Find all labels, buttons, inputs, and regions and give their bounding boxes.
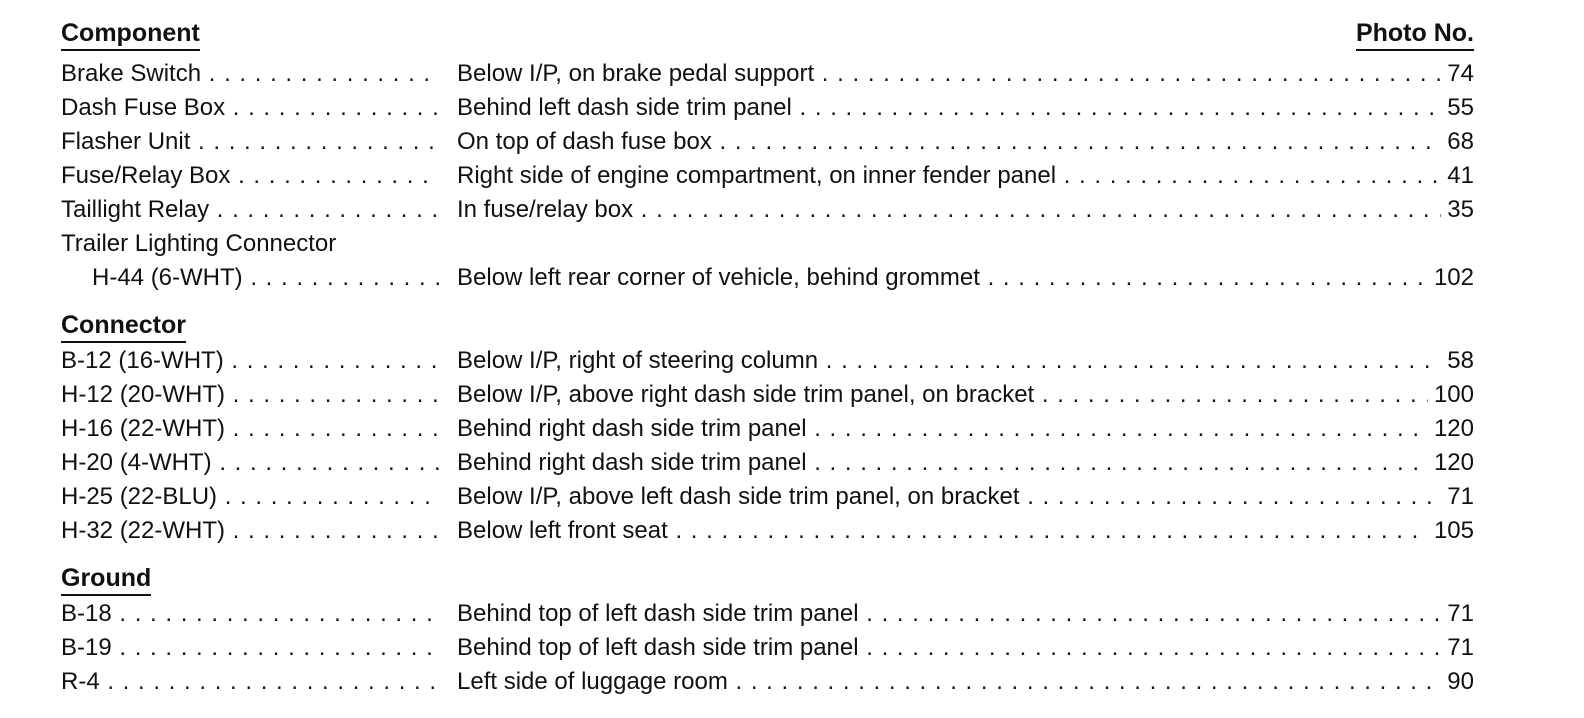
connector-location: Below I/P, above left dash side trim panel, on bracket . . . bbox=[457, 480, 1474, 514]
table-row bbox=[61, 125, 1474, 159]
table-row bbox=[61, 227, 1474, 261]
component-name: Trailer Lighting Connector bbox=[61, 230, 337, 257]
photo-number: 71 bbox=[1441, 480, 1474, 514]
connector-name: H-32 (22-WHT) . . . bbox=[61, 514, 439, 548]
component-location: Behind left dash side trim panel . . . bbox=[457, 91, 1474, 125]
ground-location: Left side of luggage room . . . bbox=[457, 665, 1474, 699]
table-row bbox=[61, 159, 1474, 193]
component-name: Brake Switch . . . bbox=[61, 57, 439, 91]
component-name: Flasher Unit . . . bbox=[61, 125, 439, 159]
photo-number: 105 bbox=[1428, 514, 1474, 548]
photo-number: 74 bbox=[1441, 57, 1474, 91]
connector-location: Below left front seat . . . bbox=[457, 514, 1474, 548]
photo-number: 71 bbox=[1441, 631, 1474, 665]
table-row bbox=[61, 514, 1474, 548]
table-row bbox=[61, 378, 1474, 412]
photo-number: 35 bbox=[1441, 193, 1474, 227]
component-location: Below I/P, on brake pedal support . . . bbox=[457, 57, 1474, 91]
component-location: Right side of engine compartment, on inner fender panel . . . bbox=[457, 159, 1474, 193]
photo-number: 41 bbox=[1441, 159, 1474, 193]
connector-name: H-12 (20-WHT) . . . bbox=[61, 378, 439, 412]
table-row bbox=[61, 665, 1474, 699]
ground-name: B-19 . . . bbox=[61, 631, 439, 665]
photo-number: 100 bbox=[1428, 378, 1474, 412]
table-row bbox=[61, 446, 1474, 480]
component-location: In fuse/relay box . . . bbox=[457, 193, 1474, 227]
component-name: Dash Fuse Box . . . bbox=[61, 91, 439, 125]
table-row bbox=[61, 412, 1474, 446]
photo-no-column-header: Photo No. bbox=[1356, 18, 1474, 51]
table-row bbox=[61, 57, 1474, 91]
photo-number: 58 bbox=[1441, 344, 1474, 378]
photo-number: 90 bbox=[1441, 665, 1474, 699]
connector-name: H-20 (4-WHT) . . . bbox=[61, 446, 439, 480]
connector-name: H-25 (22-BLU) . . . bbox=[61, 480, 439, 514]
connector-section-title: Connector bbox=[61, 310, 186, 343]
connector-location: Below I/P, right of steering column . . . bbox=[457, 344, 1474, 378]
component-name: H-44 (6-WHT) . . . bbox=[61, 261, 439, 295]
component-name: Taillight Relay . . . bbox=[61, 193, 439, 227]
photo-number: 71 bbox=[1441, 597, 1474, 631]
connector-name: H-16 (22-WHT) . . . bbox=[61, 412, 439, 446]
photo-number: 120 bbox=[1428, 446, 1474, 480]
table-row bbox=[61, 261, 1474, 295]
photo-number: 68 bbox=[1441, 125, 1474, 159]
photo-number: 120 bbox=[1428, 412, 1474, 446]
table-row bbox=[61, 91, 1474, 125]
connector-location: Behind right dash side trim panel . . . bbox=[457, 412, 1474, 446]
connector-name: B-12 (16-WHT) . . . bbox=[61, 344, 439, 378]
table-row bbox=[61, 631, 1474, 665]
ground-section-title: Ground bbox=[61, 563, 151, 596]
table-row bbox=[61, 597, 1474, 631]
photo-number: 102 bbox=[1428, 261, 1474, 295]
component-name: Fuse/Relay Box . . . bbox=[61, 159, 439, 193]
ground-name: R-4 . . . bbox=[61, 665, 439, 699]
photo-number: 55 bbox=[1441, 91, 1474, 125]
component-location: On top of dash fuse box . . . bbox=[457, 125, 1474, 159]
connector-location: Behind right dash side trim panel . . . bbox=[457, 446, 1474, 480]
table-row bbox=[61, 344, 1474, 378]
component-column-header: Component bbox=[61, 18, 200, 51]
ground-location: Behind top of left dash side trim panel . . . bbox=[457, 597, 1474, 631]
ground-location: Behind top of left dash side trim panel . . . bbox=[457, 631, 1474, 665]
ground-name: B-18 . . . bbox=[61, 597, 439, 631]
connector-location: Below I/P, above right dash side trim panel, on bracket . . . bbox=[457, 378, 1474, 412]
table-row bbox=[61, 193, 1474, 227]
component-location: Below left rear corner of vehicle, behind grommet . . . bbox=[457, 261, 1474, 295]
table-row bbox=[61, 480, 1474, 514]
